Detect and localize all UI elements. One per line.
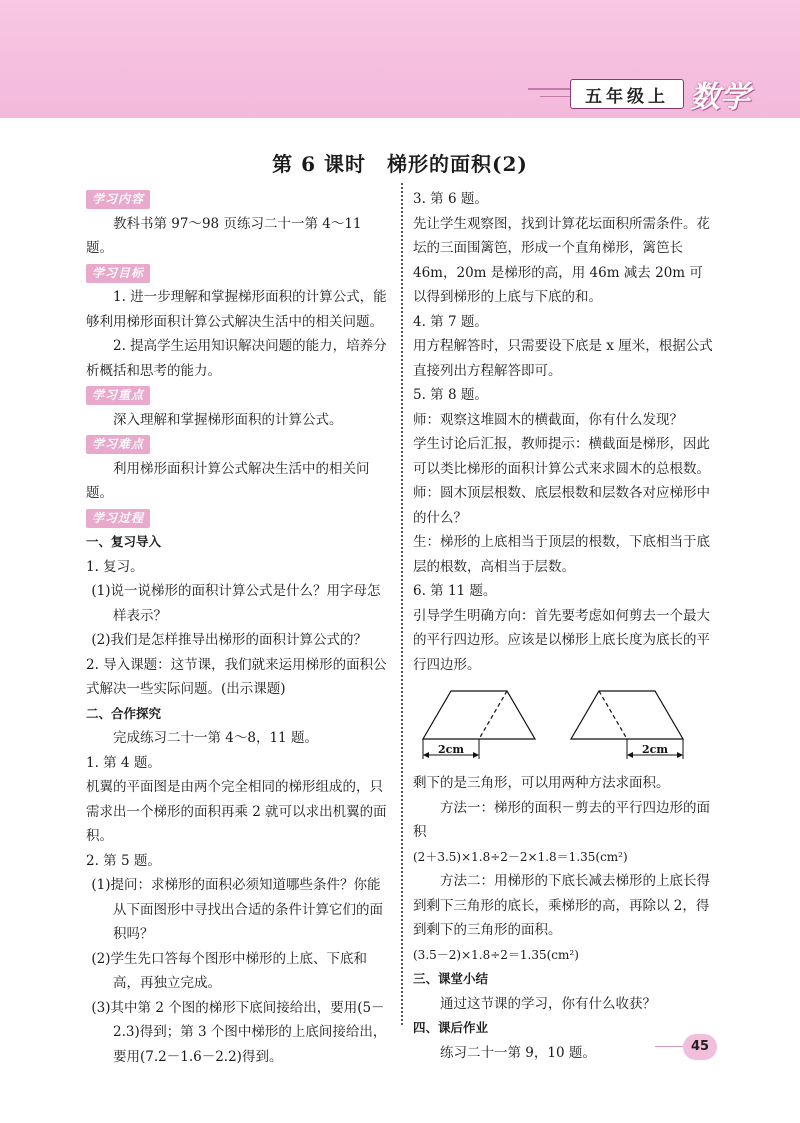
step-text: 机翼的平面图是由两个完全相同的梯形组成的，只需求出一个梯形的面积再乘 2 就可以求出机翼的面积。 <box>86 779 387 844</box>
step-text: 用方程解答时，只需要设下底是 x 厘米，根据公式直接列出方程解答即可。 <box>413 338 713 379</box>
summary-text: 通过这节课的学习，你有什么收获？ <box>440 995 656 1012</box>
trapezoid-left <box>423 691 535 739</box>
subject-logo: 数学 <box>690 80 750 115</box>
tag-key-point: 学习重点 <box>86 386 150 405</box>
tag-learning-content: 学习内容 <box>86 190 150 209</box>
dialogue-line: 师：观察这堆圆木的横截面，你有什么发现？ <box>413 411 683 428</box>
formula-1: (2＋3.5)×1.8÷2－2×1.8＝1.35(cm²) <box>413 849 628 864</box>
arrow-left-icon <box>627 752 633 758</box>
sub-item: (1)说一说梯形的面积计算公式是什么？用字母怎样表示？ <box>91 583 381 624</box>
trapezoid-right <box>571 691 683 739</box>
homework-text: 练习二十一第 9，10 题。 <box>440 1044 596 1061</box>
section-intro: 完成练习二十一第 4～8，11 题。 <box>113 730 318 746</box>
page-number-decoration <box>655 1046 685 1047</box>
trapezoid-figures <box>413 681 703 771</box>
column-divider <box>401 183 403 1025</box>
arrow-right-icon <box>473 752 479 758</box>
section-heading: 二、合作探究 <box>86 705 162 721</box>
step-item: 3. 第 6 题。 <box>413 191 488 207</box>
learning-content-text: 教科书第 97～98 页练习二十一第 4～11 题。 <box>86 215 362 256</box>
method-2: 方法二：用梯形的下底长减去梯形的上底长得到剩下三角形的底长，乘梯形的高，再除以 2，得到剩下的三角形的面积。 <box>413 873 710 938</box>
sub-item: (1)提问：求梯形的面积必须知道哪些条件？你能从下面图形中寻找出合适的条件计算它们的面积吗？ <box>91 877 383 942</box>
tag-learning-process: 学习过程 <box>86 509 150 528</box>
section-heading: 三、课堂小结 <box>413 971 489 986</box>
step-item: 1. 第 4 题。 <box>86 754 161 771</box>
grade-label: 五年级上 <box>570 79 684 109</box>
step-text: 剩下的是三角形，可以用两种方法求面积。 <box>413 775 670 791</box>
arrow-right-icon <box>677 752 683 758</box>
section-heading: 四、课后作业 <box>413 1020 489 1035</box>
section-heading: 一、复习导入 <box>86 534 162 549</box>
goal-1: 1. 进一步理解和掌握梯形面积的计算公式，能够利用梯形面积计算公式解决生活中的相关问题。 <box>86 289 387 330</box>
dialogue-line: 生：梯形的上底相当于顶层的根数，下底相当于底层的根数，高相当于层数。 <box>413 534 710 575</box>
right-column <box>413 187 715 1065</box>
page-title: 第 6 课时 梯形的面积(2) <box>272 152 528 176</box>
key-point-text: 深入理解和掌握梯形面积的计算公式。 <box>113 411 343 428</box>
dimension-label-right: 2cm <box>642 743 668 756</box>
goal-2: 2. 提高学生运用知识解决问题的能力，培养分析概括和思考的能力。 <box>86 338 387 379</box>
dialogue-line: 学生讨论后汇报，教师提示：横截面是梯形，因此可以类比梯形的面积计算公式来求圆木的总根数。 <box>413 436 710 477</box>
step-item: 2. 第 5 题。 <box>86 852 161 869</box>
trapezoid-diagram <box>413 681 715 771</box>
step-item: 6. 第 11 题。 <box>413 583 497 599</box>
arrow-left-icon <box>423 752 429 758</box>
page-number: 45 <box>683 1034 717 1060</box>
step-item: 5. 第 8 题。 <box>413 387 488 403</box>
step-item: 1. 复习。 <box>86 558 144 575</box>
dimension-label-left: 2cm <box>438 743 464 756</box>
cut-line-left <box>479 691 507 739</box>
dialogue-line: 师：圆木顶层根数、底层根数和层数各对应梯形中的什么？ <box>413 485 710 526</box>
tag-learning-goals: 学习目标 <box>86 264 150 283</box>
step-text: 先让学生观察图，找到计算花坛面积所需条件。花坛的三面围篱笆，形成一个直角梯形，篱笆长 46m，20m 是梯形的高，用 46m 减去 20m 可以得到梯形的上底与下底的和。 <box>413 215 710 305</box>
formula-2: (3.5－2)×1.8÷2＝1.35(cm²) <box>413 947 579 962</box>
left-column <box>86 187 388 1069</box>
method-1: 方法一：梯形的面积－剪去的平行四边形的面积 <box>413 799 710 840</box>
step-item: 2. 导入课题：这节课，我们就来运用梯形的面积公式解决一些实际问题。(出示课题) <box>86 656 387 697</box>
step-text: 引导学生明确方向：首先要考虑如何剪去一个最大的平行四边形。应该是以梯形上底长度为底长的平行四边形。 <box>413 607 710 673</box>
tag-difficult-point: 学习难点 <box>86 435 150 454</box>
sub-item: (3)其中第 2 个图的梯形下底间接给出，要用(5－2.3)得到；第 3 个图中梯形的上底间接给出，要用(7.2－1.6－2.2)得到。 <box>91 999 387 1065</box>
cut-line-right <box>599 691 627 739</box>
sub-item: (2)学生先口答每个图形中梯形的上底、下底和高，再独立完成。 <box>91 950 368 991</box>
difficult-point-text: 利用梯形面积计算公式解决生活中的相关问题。 <box>86 460 370 501</box>
sub-item: (2)我们是怎样推导出梯形的面积计算公式的？ <box>91 632 368 648</box>
step-item: 4. 第 7 题。 <box>413 313 488 330</box>
